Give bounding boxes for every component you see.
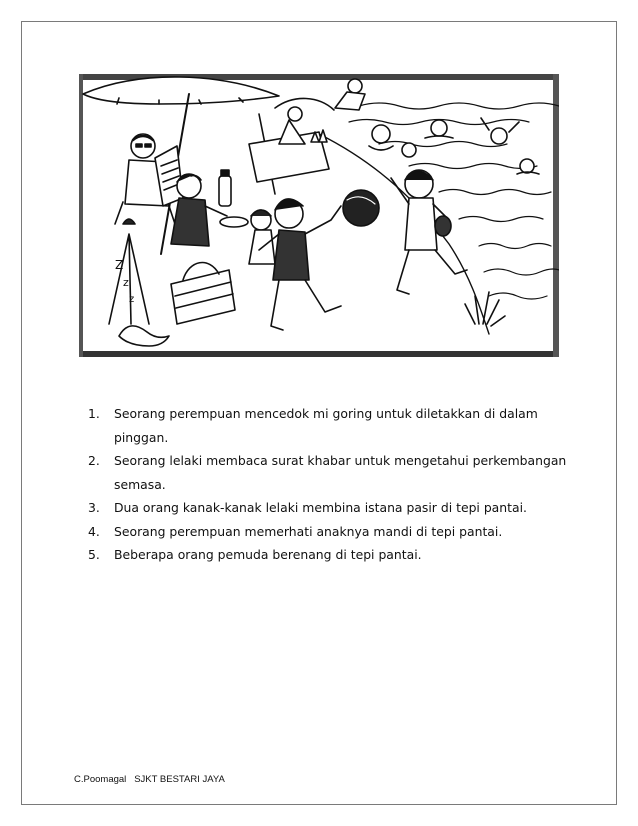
page-footer: C.Poomagal SJKT BESTARI JAYA xyxy=(74,774,225,785)
item-number: 1. xyxy=(88,406,100,421)
item-number: 3. xyxy=(88,500,100,515)
list-item xyxy=(88,520,578,544)
item-text: Seorang perempuan mencedok mi goring untuk diletakkan di dalam pinggan. xyxy=(114,406,538,445)
list-item xyxy=(88,402,578,449)
svg-text:z: z xyxy=(123,276,129,289)
list-item xyxy=(88,449,578,496)
item-text: Dua orang kanak-kanak lelaki membina istana pasir di tepi pantai. xyxy=(114,500,527,515)
item-number: 4. xyxy=(88,523,100,539)
list-item xyxy=(88,496,578,520)
item-text: Beberapa orang pemuda berenang di tepi pantai. xyxy=(114,547,422,562)
sentence-list xyxy=(88,402,578,567)
item-number: 2. xyxy=(88,453,100,468)
item-text: Seorang perempuan memerhati anaknya mandi di tepi pantai. xyxy=(114,523,503,539)
beach-scene-illustration xyxy=(79,74,559,357)
item-text: Seorang lelaki membaca surat khabar untuk mengetahui perkembangan semasa. xyxy=(114,453,567,492)
svg-text:z: z xyxy=(129,294,135,305)
list-item xyxy=(88,543,578,567)
svg-text:Z: Z xyxy=(115,258,124,272)
item-number: 5. xyxy=(88,547,100,562)
